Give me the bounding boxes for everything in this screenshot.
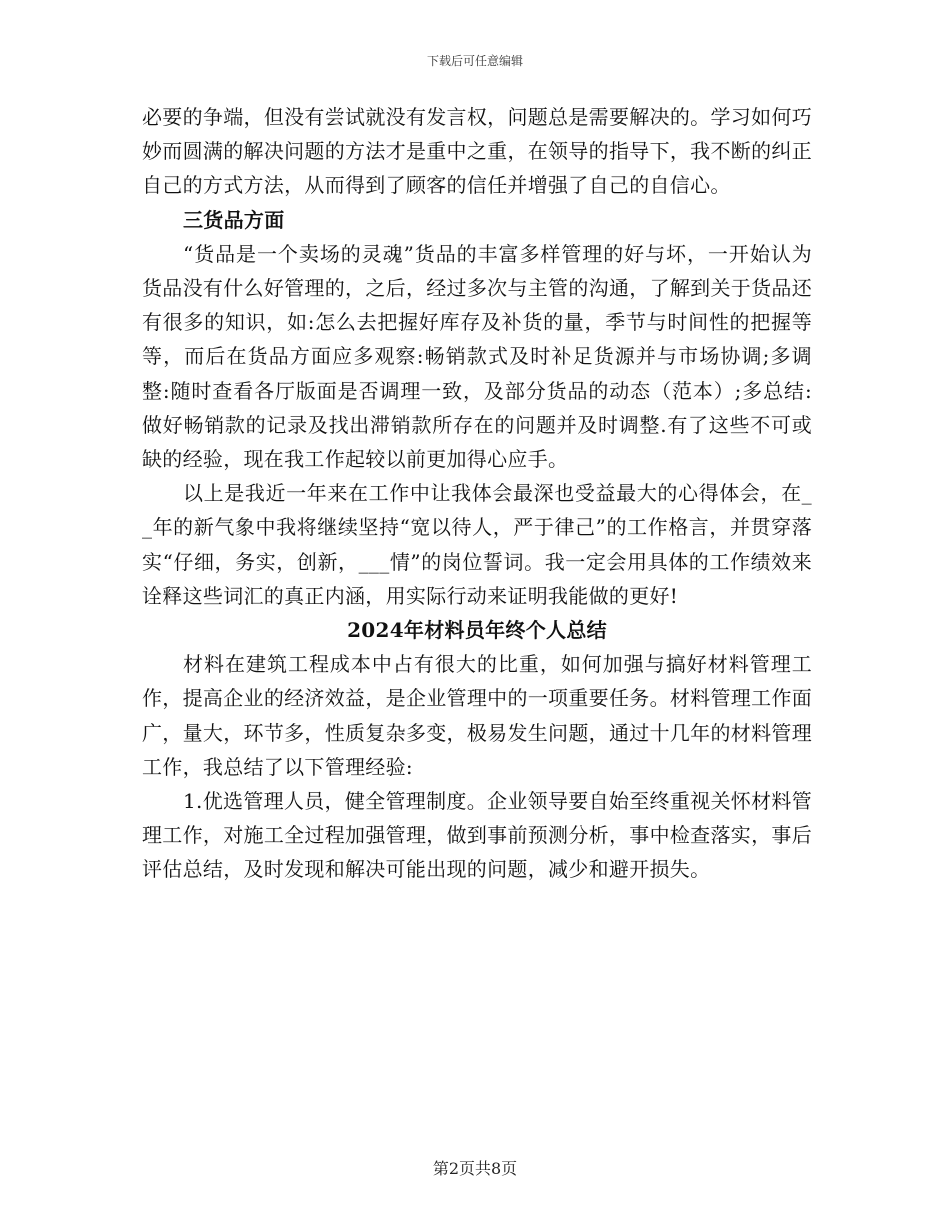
paragraph-conclusion: 以上是我近一年来在工作中让我体会最深也受益最大的心得体会，在__年的新气象中我将继续坚持“宽以待人，严于律己”的工作格言，并贯穿落实“仔细，务实，创新，___情”的岗位誓词。我一定会用具体的工作绩效来诠释这些词汇的真正内涵，用实际行动来证明我能做的更好! — [142, 481, 812, 608]
page-number-footer: 第2页共8页 — [432, 1159, 518, 1178]
document-title-2024-summary: 2024年材料员年终个人总结 — [347, 618, 607, 643]
paragraph-materials-intro: 材料在建筑工程成本中占有很大的比重，如何加强与搞好材料管理工作，提高企业的经济效益，是企业管理中的一项重要任务。材料管理工作面广，量大，环节多，性质复杂多变，极易发生问题，通过十几年的材料管理工作，我总结了以下管理经验: — [142, 652, 812, 779]
page-header-note: 下载后可任意编辑 — [426, 54, 523, 68]
paragraph-goods: “货品是一个卖场的灵魂”货品的丰富多样管理的好与坏，一开始认为货品没有什么好管理的，之后，经过多次与主管的沟通，了解到关于货品还有很多的知识，如:怎么去把握好库存及补货的量，季节与时间性的把握等等，而后在货品方面应多观察:畅销款式及时补足货源并与市场协调;多调整:随时查看各厅版面是否调理一致，及部分货品的动态（范本）;多总结:做好畅销款的记录及找出滞销款所存在的问题并及时调整.有了这些不可或缺的经验，现在我工作起较以前更加得心应手。 — [142, 241, 812, 472]
section-heading-goods: 三货品方面 — [183, 207, 285, 232]
paragraph-conflict-resolution: 必要的争端，但没有尝试就没有发言权，问题总是需要解决的。学习如何巧妙而圆满的解决问题的方法才是重中之重，在领导的指导下，我不断的纠正自己的方式方法，从而得到了顾客的信任并增强了自己的自信心。 — [142, 105, 812, 198]
document-body — [142, 100, 812, 887]
paragraph-materials-point-1: 1.优选管理人员，健全管理制度。企业领导要自始至终重视关怀材料管理工作，对施工全过程加强管理，做到事前预测分析，事中检查落实，事后评估总结，及时发现和解决可能出现的问题，减少和避开损失。 — [142, 789, 812, 882]
